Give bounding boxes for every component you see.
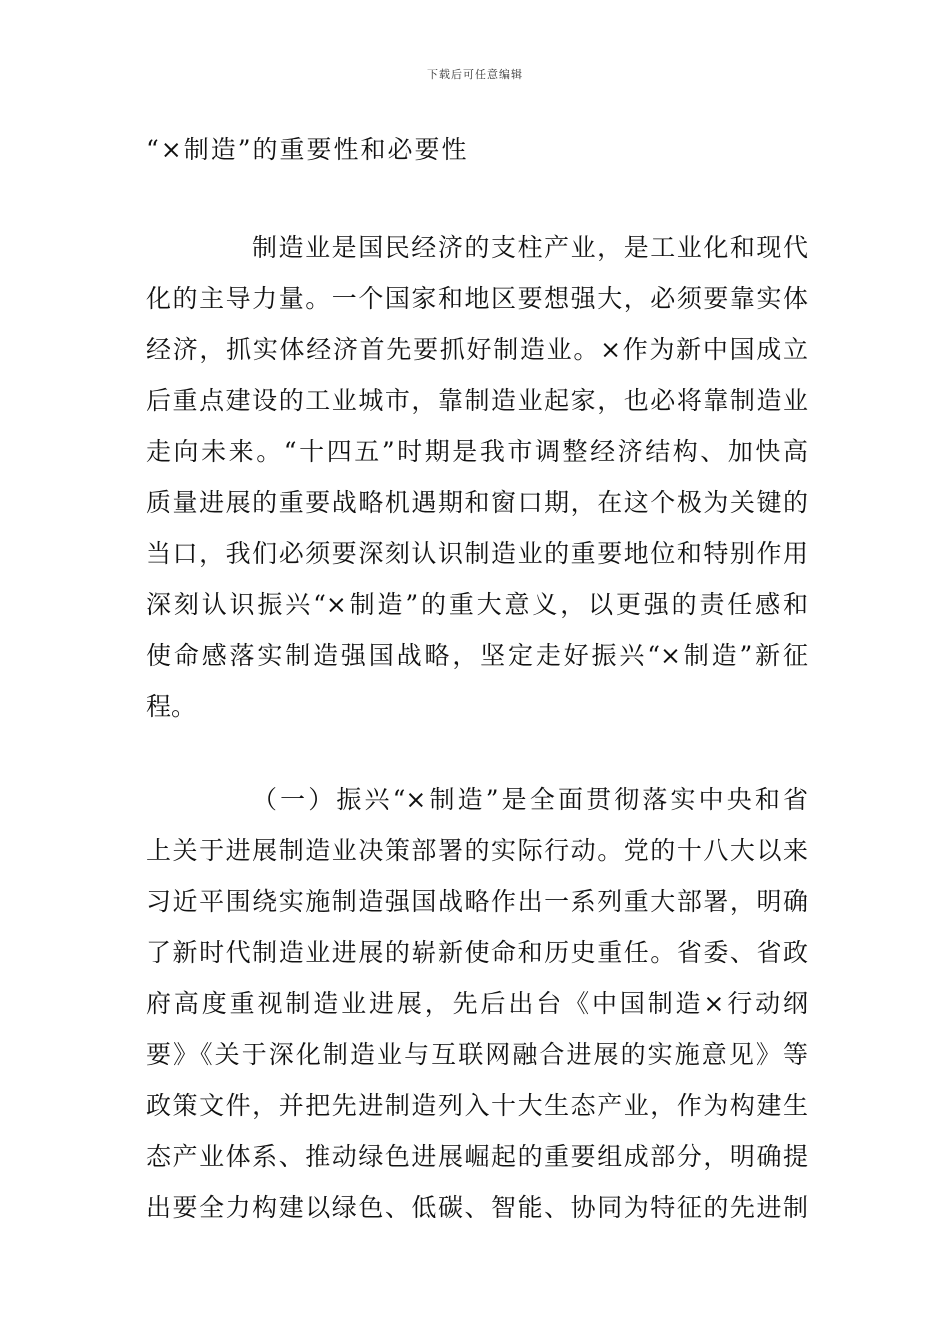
paragraph-line: 质量进展的重要战略机遇期和窗口期，在这个极为关键的	[146, 488, 808, 517]
paragraph-line: 制造业是国民经济的支柱产业，是工业化和现代	[252, 233, 808, 262]
paragraph-line: 后重点建设的工业城市，靠制造业起家，也必将靠制造业	[146, 386, 808, 415]
paragraph-line: 了新时代制造业进展的崭新使命和历史重任。省委、省政	[146, 938, 808, 967]
paragraph-line: 深刻认识振兴“×制造”的重大意义，以更强的责任感和	[146, 590, 808, 619]
paragraph-line: 要》《关于深化制造业与互联网融合进展的实施意见》等	[146, 1040, 808, 1069]
paragraph-line: 经济，抓实体经济首先要抓好制造业。×作为新中国成立	[146, 335, 808, 364]
paragraph-line: 化的主导力量。一个国家和地区要想强大，必须要靠实体	[146, 284, 808, 313]
paragraph-line: 府高度重视制造业进展，先后出台《中国制造×行动纲	[146, 989, 808, 1018]
paragraph-line: 态产业体系、推动绿色进展崛起的重要组成部分，明确提	[146, 1142, 808, 1171]
header-note: 下载后可任意编辑	[427, 68, 523, 81]
paragraph-line: 习近平围绕实施制造强国战略作出一系列重大部署，明确	[146, 887, 808, 916]
paragraph-line: 当口，我们必须要深刻认识制造业的重要地位和特别作用	[146, 539, 808, 568]
document-title: “×制造”的重要性和必要性	[146, 135, 469, 164]
paragraph-line: （一）振兴“×制造”是全面贯彻落实中央和省	[252, 785, 808, 814]
paragraph-line: 出要全力构建以绿色、低碳、智能、协同为特征的先进制	[146, 1193, 808, 1222]
paragraph-line: 政策文件，并把先进制造列入十大生态产业，作为构建生	[146, 1091, 808, 1120]
paragraph-line: 上关于进展制造业决策部署的实际行动。党的十八大以来	[146, 836, 808, 865]
paragraph-line: 程。	[146, 692, 197, 721]
paragraph-line: 走向未来。“十四五”时期是我市调整经济结构、加快高	[146, 437, 808, 466]
paragraph-line: 使命感落实制造强国战略，坚定走好振兴“×制造”新征	[146, 641, 808, 670]
